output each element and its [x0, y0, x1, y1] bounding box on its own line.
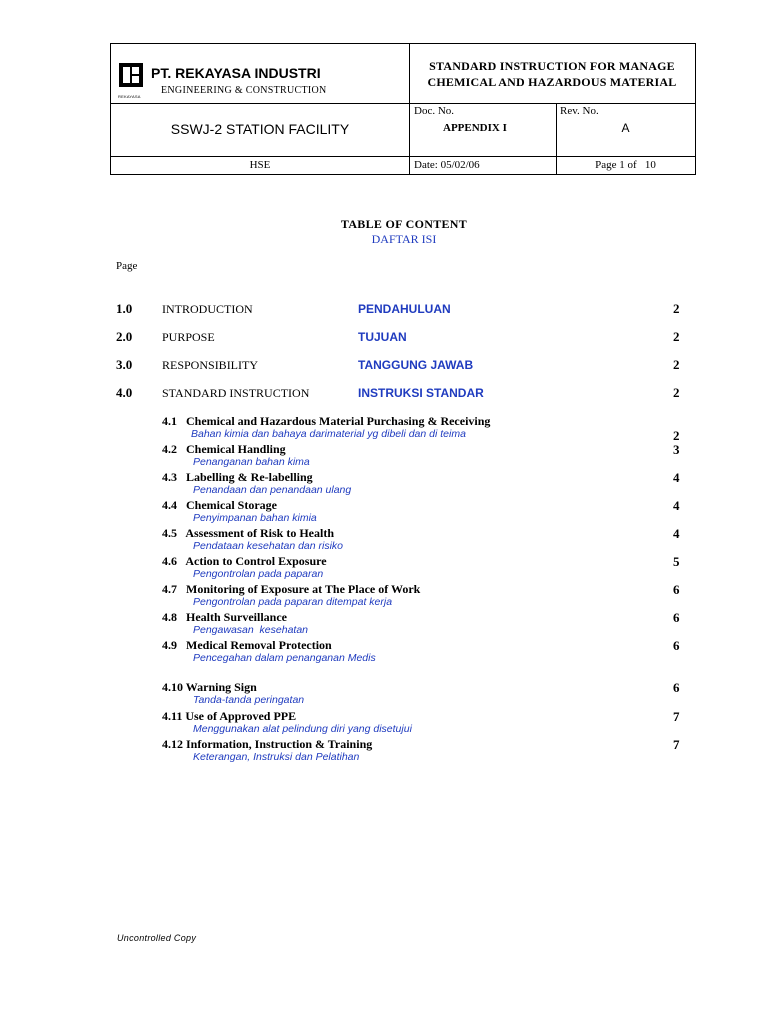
section-title-id: TANGGUNG JAWAB [358, 358, 474, 372]
subsection-title: 4.3 Labelling & Re-labelling [162, 470, 313, 484]
subsection-title-id: Menggunakan alat pelindung diri yang disetujui [193, 723, 412, 735]
toc-subsection-item[interactable] [0, 709, 768, 737]
department: HSE [249, 159, 271, 171]
subsection-page-number: 4 [673, 470, 680, 485]
section-title: INTRODUCTION [162, 302, 253, 316]
subsection-title-id: Pengontrolan pada paparan ditempat kerja [193, 596, 393, 608]
section-title: PURPOSE [162, 330, 215, 344]
toc-subsection-item[interactable] [0, 442, 768, 470]
section-number: 1.0 [116, 301, 133, 316]
subsection-title: 4.7 Monitoring of Exposure at The Place of Work [162, 582, 421, 596]
company-logo [118, 62, 144, 99]
uncontrolled-copy-note: Uncontrolled Copy [117, 933, 197, 943]
section-page-number: 2 [673, 301, 680, 316]
section-page-number: 2 [673, 357, 680, 372]
toc-subsection-item[interactable] [0, 554, 768, 582]
subsection-title: 4.5 Assessment of Risk to Health [162, 526, 335, 540]
toc-subsection-item[interactable] [0, 638, 768, 666]
subsection-page-number: 4 [673, 526, 680, 541]
document-date: Date: 05/02/06 [414, 159, 480, 171]
subsection-title-id: Pencegahan dalam penanganan Medis [193, 652, 376, 664]
toc-subsection-item[interactable] [0, 582, 768, 610]
section-number: 3.0 [116, 357, 133, 372]
document-header-table [110, 43, 696, 175]
subsection-title-id: Bahan kimia dan bahaya darimaterial yg dibeli dan di teima [191, 428, 466, 440]
company-name: PT. REKAYASA INDUSTRI [151, 65, 321, 81]
toc-section-row[interactable] [0, 301, 768, 317]
page-info: Page 1 of 10 [595, 159, 656, 171]
subsection-title: 4.2 Chemical Handling [162, 442, 286, 456]
project-name: SSWJ-2 STATION FACILITY [170, 121, 350, 137]
section-number: 2.0 [116, 329, 133, 344]
rev-no-value: A [621, 121, 630, 135]
document-title-line2: CHEMICAL AND HAZARDOUS MATERIAL [427, 75, 677, 89]
subsection-page-number: 4 [673, 498, 680, 513]
subsection-title: 4.10 Warning Sign [162, 680, 257, 694]
subsection-title-id: Penanganan bahan kima [193, 456, 310, 468]
section-title: STANDARD INSTRUCTION [162, 386, 310, 400]
subsection-title: 4.8 Health Surveillance [162, 610, 287, 624]
toc-subsection-item[interactable] [0, 498, 768, 526]
section-page-number: 2 [673, 385, 680, 400]
subsection-page-number: 7 [673, 709, 680, 724]
toc-subsection-item[interactable] [0, 526, 768, 554]
section-title-id: INSTRUKSI STANDAR [358, 386, 484, 400]
toc-subsection-item[interactable] [0, 610, 768, 638]
subsection-title-id: Tanda-tanda peringatan [193, 694, 305, 706]
subsection-page-number: 6 [673, 610, 680, 625]
toc-subsection-item[interactable] [0, 414, 768, 442]
page-column-label: Page [116, 260, 138, 272]
subsection-title-id: Penandaan dan penandaan ulang [193, 484, 352, 496]
subsection-page-number: 3 [673, 442, 680, 457]
subsection-title-id: Pengawasan kesehatan [193, 624, 309, 636]
toc-section-row[interactable] [0, 385, 768, 401]
section-title: RESPONSIBILITY [162, 358, 259, 372]
subsection-title-id: Pendataan kesehatan dan risiko [193, 540, 344, 552]
company-subtitle: ENGINEERING & CONSTRUCTION [161, 85, 327, 96]
subsection-title-id: Penyimpanan bahan kimia [193, 512, 317, 524]
toc-title-id: DAFTAR ISI [371, 232, 437, 246]
subsection-title: 4.6 Action to Control Exposure [162, 554, 327, 568]
logo-caption: REKAYASA [118, 94, 141, 99]
subsection-page-number: 5 [673, 554, 680, 569]
doc-no-label: Doc. No. [414, 105, 455, 117]
header-divider-1 [111, 103, 695, 104]
header-divider-2 [111, 156, 695, 157]
section-title-id: TUJUAN [358, 330, 407, 344]
subsection-page-number: 6 [673, 638, 680, 653]
subsection-page-number: 6 [673, 680, 680, 695]
section-title-id: PENDAHULUAN [358, 302, 451, 316]
subsection-title-id: Keterangan, Instruksi dan Pelatihan [193, 751, 360, 763]
subsection-page-number: 6 [673, 582, 680, 597]
toc-subsection-item[interactable] [0, 680, 768, 708]
subsection-page-number: 2 [673, 428, 680, 443]
subsection-title: 4.9 Medical Removal Protection [162, 638, 332, 652]
rekayasa-logo-icon [118, 62, 144, 88]
subsection-page-number: 7 [673, 737, 680, 752]
subsection-title: 4.12 Information, Instruction & Training [162, 737, 373, 751]
section-page-number: 2 [673, 329, 680, 344]
toc-title: TABLE OF CONTENT [340, 217, 468, 231]
section-number: 4.0 [116, 385, 133, 400]
subsection-title-id: Pengontrolan pada paparan [193, 568, 324, 580]
subsection-title: 4.1 Chemical and Hazardous Material Purchasing & Receiving [162, 414, 491, 428]
rev-no-label: Rev. No. [560, 105, 599, 117]
doc-no-value: APPENDIX I [443, 122, 507, 134]
toc-section-row[interactable] [0, 357, 768, 373]
toc-section-row[interactable] [0, 329, 768, 345]
subsection-title: 4.11 Use of Approved PPE [162, 709, 297, 723]
toc-subsection-item[interactable] [0, 737, 768, 765]
document-title-line1: STANDARD INSTRUCTION FOR MANAGE [429, 59, 675, 73]
subsection-title: 4.4 Chemical Storage [162, 498, 277, 512]
toc-subsection-item[interactable] [0, 470, 768, 498]
